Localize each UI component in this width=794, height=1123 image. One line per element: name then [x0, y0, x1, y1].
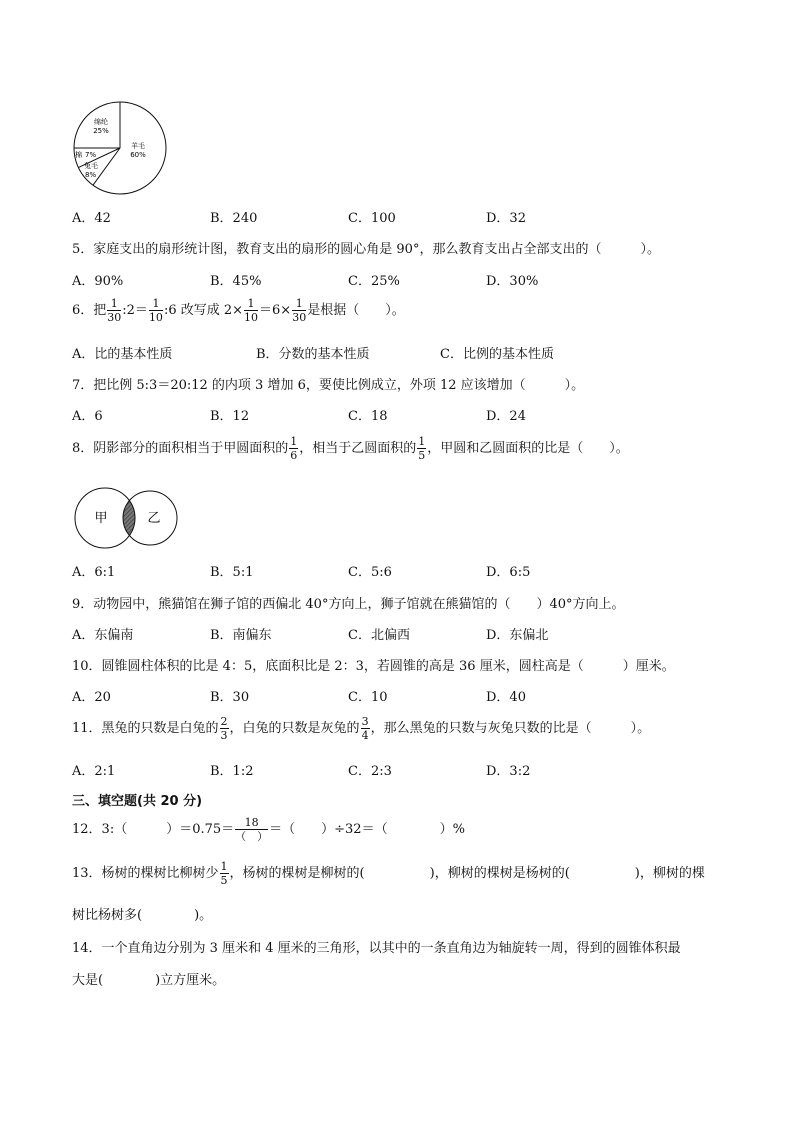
q10-option-d[interactable]: D．40 — [486, 690, 526, 705]
q6-text-4: ＝6× — [259, 303, 292, 318]
q6-fraction-4: $\frac{1}{30}$ — [292, 297, 307, 324]
q8-option-c[interactable]: C．5:6 — [348, 565, 392, 580]
q4-option-c[interactable]: C．100 — [348, 211, 396, 226]
q4-option-d[interactable]: D．32 — [486, 211, 526, 226]
question-7-text: 7．把比例 5:3＝20:12 的内项 3 增加 6，要使比例成立，外项 12 应该增加（ ）。 — [72, 378, 585, 393]
q8-text-3: ，甲圆和乙圆面积的比是（ ）。 — [427, 441, 629, 456]
q13-text-1: 13．杨树的棵树比柳树少 — [72, 866, 219, 881]
pie-label-nylon-pct: 25% — [93, 127, 109, 135]
q6-option-c[interactable]: C．比例的基本性质 — [440, 347, 554, 362]
q6-fraction-1: $\frac{1}{30}$ — [107, 297, 122, 324]
q8-text-1: 8．阴影部分的面积相当于甲圆面积的 — [72, 441, 289, 456]
q10-option-b[interactable]: B．30 — [210, 690, 250, 705]
label-jia: 甲 — [94, 511, 108, 526]
q11-option-d[interactable]: D．3:2 — [486, 764, 531, 779]
q5-option-c[interactable]: C．25% — [348, 274, 400, 289]
q13-fraction: $\frac{1}{5}$ — [220, 860, 228, 887]
q8-text-2: ，相当于乙圆面积的 — [299, 441, 417, 456]
question-10-text: 10．圆锥圆柱体积的比是 4：5，底面积比是 2：3，若圆锥的高是 36 厘米，圆柱高是（ ）厘米。 — [72, 659, 675, 674]
q9-option-a[interactable]: A．东偏南 — [72, 628, 134, 643]
question-8 — [72, 436, 629, 461]
q11-text-3: ，那么黑兔的只数与灰兔只数的比是（ ）。 — [370, 721, 651, 736]
pie-label-wool: 羊毛 — [131, 142, 145, 150]
pie-label-wool-pct: 60% — [130, 151, 146, 159]
pie-chart — [70, 100, 170, 196]
q6-fraction-2: $\frac{1}{10}$ — [148, 297, 163, 324]
q10-option-c[interactable]: C．10 — [348, 690, 388, 705]
q5-option-d[interactable]: D．30% — [486, 274, 539, 289]
question-11 — [72, 716, 650, 741]
q12-text-2: ＝（ ）÷32＝（ ）% — [269, 822, 465, 837]
q11-option-b[interactable]: B．1:2 — [210, 764, 254, 779]
section-title: 三、填空题(共 20 分) — [72, 794, 203, 809]
question-12 — [72, 817, 465, 842]
q6-option-b[interactable]: B．分数的基本性质 — [256, 347, 370, 362]
q9-option-b[interactable]: B．南偏东 — [210, 628, 272, 643]
q11-option-a[interactable]: A．2:1 — [72, 764, 116, 779]
q8-option-d[interactable]: D．6:5 — [486, 565, 531, 580]
q9-option-c[interactable]: C．北偏西 — [348, 628, 410, 643]
q6-fraction-3: $\frac{1}{10}$ — [244, 297, 259, 324]
q6-text-5: 是根据（ ）。 — [307, 303, 405, 318]
q6-text-3: :6 改写成 2× — [163, 303, 244, 318]
q9-option-d[interactable]: D．东偏北 — [486, 628, 549, 643]
q11-option-c[interactable]: C．2:3 — [348, 764, 392, 779]
q7-option-b[interactable]: B．12 — [210, 409, 250, 424]
pie-label-cotton-pct: 7% — [85, 151, 97, 159]
q7-option-a[interactable]: A．6 — [72, 409, 103, 424]
question-14-line-1: 14．一个直角边分别为 3 厘米和 4 厘米的三角形，以其中的一条直角边为轴旋转一周，得到的圆锥体积最 — [72, 941, 681, 956]
q11-fraction-2: $\frac{3}{4}$ — [361, 715, 369, 742]
q5-option-b[interactable]: B．45% — [210, 274, 262, 289]
q8-fraction-1: $\frac{1}{6}$ — [290, 435, 298, 462]
q5-option-a[interactable]: A．90% — [72, 274, 124, 289]
q6-text-2: :2＝ — [122, 303, 148, 318]
q11-text-1: 11．黑兔的只数是白兔的 — [72, 721, 219, 736]
q6-option-a[interactable]: A．比的基本性质 — [72, 347, 173, 362]
q6-text-1: 6．把 — [72, 303, 107, 318]
q7-option-d[interactable]: D．24 — [486, 409, 526, 424]
pie-label-nylon: 绵纶 — [94, 118, 108, 126]
pie-label-cotton: 棉 — [75, 151, 82, 159]
question-14-line-2: 大是( )立方厘米。 — [72, 973, 226, 988]
q12-text-1: 12．3:（ ）＝0.75＝ — [72, 822, 235, 837]
q11-text-2: ，白兔的只数是灰兔的 — [229, 721, 360, 736]
question-9-text: 9．动物园中，熊猫馆在狮子馆的西偏北 40°方向上，狮子馆就在熊猫馆的（ ）40°方向上。 — [72, 597, 625, 612]
q8-option-b[interactable]: B．5:1 — [210, 565, 254, 580]
q8-option-a[interactable]: A．6:1 — [72, 565, 116, 580]
venn-diagram — [74, 485, 186, 551]
question-13-line-2: 树比杨树多( )。 — [72, 908, 213, 923]
label-yi: 乙 — [147, 511, 161, 526]
q4-option-b[interactable]: B．240 — [210, 211, 258, 226]
q13-text-2: ，杨树的棵树是柳树的( )，柳树的棵树是杨树的( )，柳树的棵 — [229, 866, 705, 881]
q12-fraction: $\frac{18}{( )}$ — [235, 816, 269, 843]
pie-label-rabbit-pct: 8% — [85, 171, 97, 179]
q8-fraction-2: $\frac{1}{5}$ — [418, 435, 426, 462]
q11-fraction-1: $\frac{2}{3}$ — [220, 715, 228, 742]
question-5-text: 5．家庭支出的扇形统计图，教育支出的扇形的圆心角是 90°，那么教育支出占全部支出的（ ）。 — [72, 242, 660, 257]
question-13-line-1 — [72, 861, 705, 886]
question-6 — [72, 298, 405, 323]
q10-option-a[interactable]: A．20 — [72, 690, 111, 705]
q7-option-c[interactable]: C．18 — [348, 409, 388, 424]
q4-option-a[interactable]: A．42 — [72, 211, 111, 226]
pie-label-rabbit: 兔毛 — [84, 162, 98, 170]
